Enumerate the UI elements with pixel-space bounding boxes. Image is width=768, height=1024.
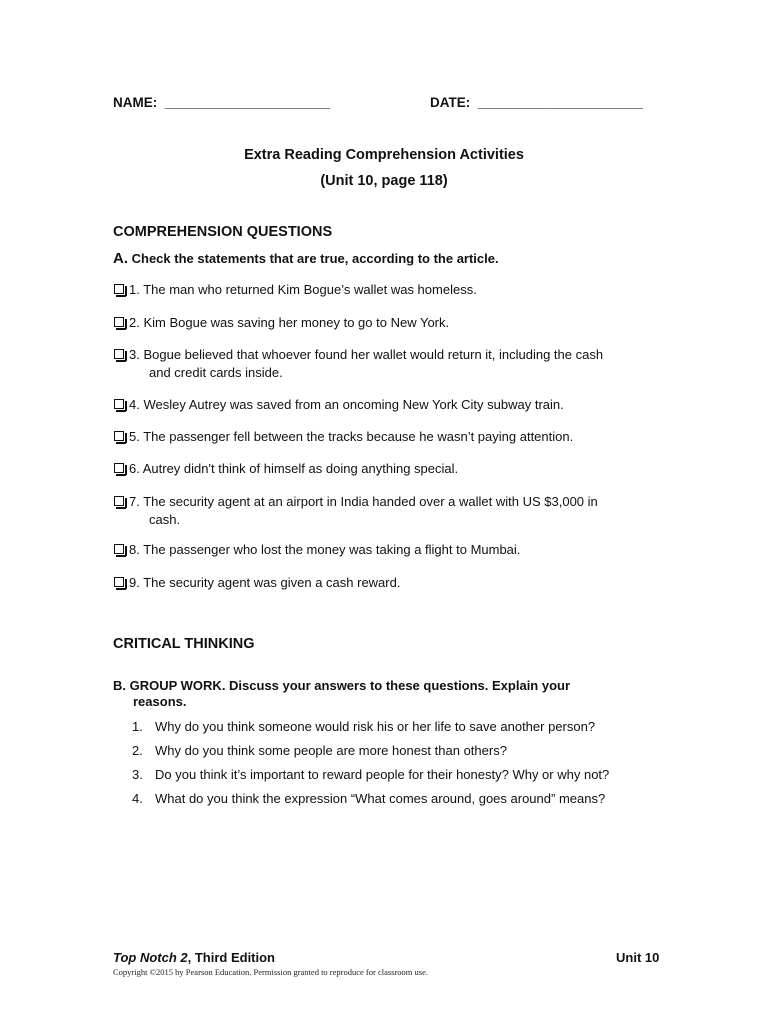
checkbox[interactable] (114, 399, 124, 409)
checkbox[interactable] (114, 463, 124, 473)
question-text: 1. The man who returned Kim Bogue’s wallet was homeless. (129, 282, 477, 297)
item-number: 4. (132, 791, 143, 806)
question-text-continued: and credit cards inside. (149, 364, 283, 380)
question-text: 2. Kim Bogue was saving her money to go to New York. (129, 315, 450, 330)
instruction-b-line1: B. GROUP WORK. Discuss your answers to these questions. Explain your (113, 678, 571, 693)
item-number: 3. (132, 767, 143, 782)
item-text: What do you think the expression “What comes around, goes around” means? (155, 791, 606, 806)
page-title: Extra Reading Comprehension Activities (244, 147, 524, 163)
list-item (132, 766, 652, 790)
question-text: 7. The security agent at an airport in India handed over a wallet with US $3,000 in (129, 494, 598, 509)
instruction-a-text: Check the statements that are true, according to the article. (128, 251, 499, 266)
item-text: Do you think it’s important to reward people for their honesty? Why or why not? (155, 767, 610, 782)
question-text: 6. Autrey didn't think of himself as doing anything special. (129, 461, 459, 476)
checkbox[interactable] (114, 496, 124, 506)
checkbox[interactable] (114, 284, 124, 294)
item-text: Why do you think someone would risk his or her life to save another person? (155, 719, 596, 734)
question-text: 8. The passenger who lost the money was taking a flight to Mumbai. (129, 542, 521, 557)
question-text: 9. The security agent was given a cash reward. (129, 575, 401, 590)
question-text: 4. Wesley Autrey was saved from an oncoming New York City subway train. (129, 397, 564, 412)
list-item (113, 493, 653, 541)
question-text: 5. The passenger fell between the tracks because he wasn’t paying attention. (129, 429, 574, 444)
checkbox[interactable] (114, 544, 124, 554)
name-field: NAME: ______________________ (113, 95, 330, 110)
list-item (132, 790, 652, 814)
list-item (132, 718, 652, 742)
critical-thinking-heading: CRITICAL THINKING (113, 636, 255, 652)
section-letter-a: A. (113, 250, 128, 267)
comprehension-heading: COMPREHENSION QUESTIONS (113, 224, 333, 240)
checkbox[interactable] (114, 349, 124, 359)
instruction-a (113, 250, 499, 267)
instruction-b-line2: reasons. (133, 694, 187, 709)
footer-book-title (113, 950, 275, 965)
copyright-notice: Copyright ©2015 by Pearson Education. Permission granted to reproduce for classroom use. (113, 967, 428, 977)
book-edition: , Third Edition (187, 950, 276, 965)
list-item (113, 428, 653, 460)
checkbox[interactable] (114, 317, 124, 327)
footer-unit: Unit 10 (616, 950, 660, 965)
list-item (113, 541, 653, 574)
question-text-continued: cash. (149, 511, 181, 527)
list-item (132, 742, 652, 766)
list-item (113, 281, 653, 314)
list-item (113, 574, 653, 606)
question-text: 3. Bogue believed that whoever found her wallet would return it, including the cash (129, 347, 604, 362)
list-item (113, 346, 653, 396)
item-text: Why do you think some people are more honest than others? (155, 743, 507, 758)
question-list (113, 281, 653, 606)
list-item (113, 460, 653, 493)
book-title: Top Notch 2 (113, 950, 188, 965)
item-number: 1. (132, 719, 143, 734)
list-item (113, 396, 653, 428)
list-item (113, 314, 653, 346)
date-field: DATE: ______________________ (430, 95, 643, 110)
instruction-b (113, 678, 583, 710)
checkbox[interactable] (114, 431, 124, 441)
discussion-list (132, 718, 652, 814)
page-subtitle: (Unit 10, page 118) (320, 173, 448, 189)
item-number: 2. (132, 743, 143, 758)
checkbox[interactable] (114, 577, 124, 587)
